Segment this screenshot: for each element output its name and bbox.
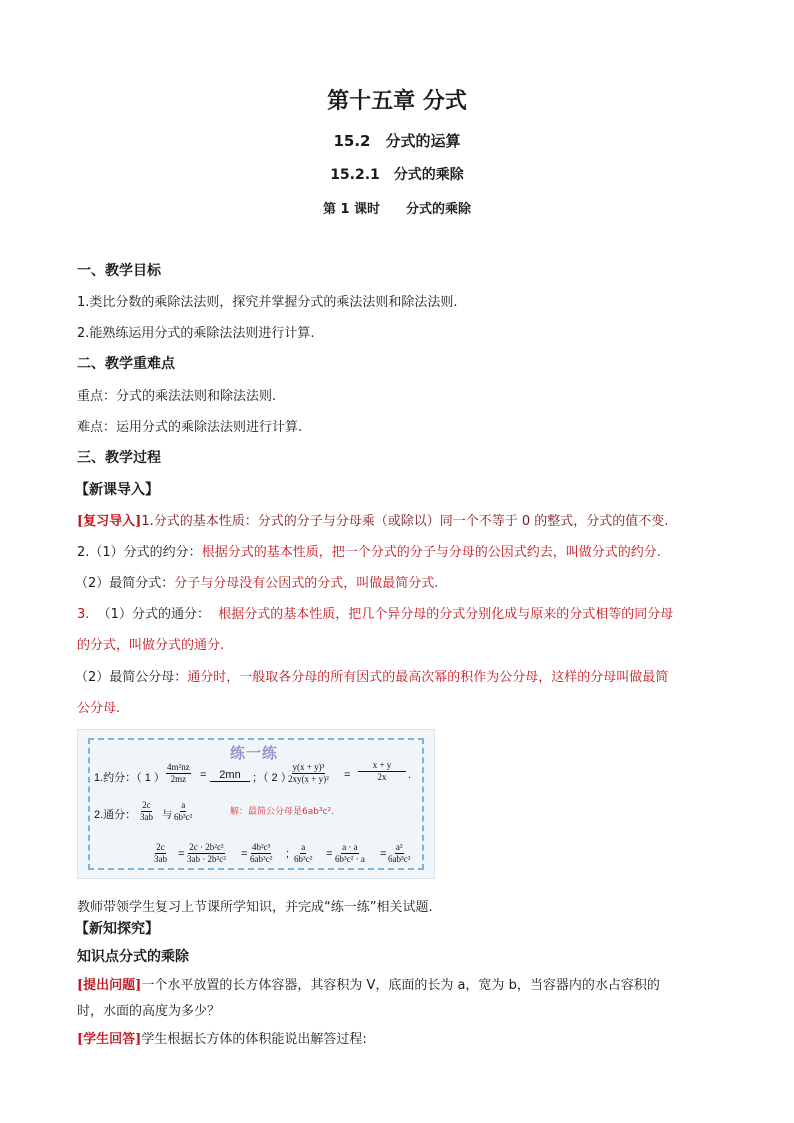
q1a-num: 4m²nz — [167, 762, 190, 772]
lesson-title: 第 1 课时 分式的乘除 — [322, 202, 472, 217]
q2-f2-den: 6b³c² — [174, 812, 193, 822]
q1b-den: 2xy(x + y)² — [288, 774, 329, 784]
process-heading: 三、教学过程 — [77, 450, 161, 466]
review-line-3b — [75, 666, 668, 685]
review-2b-prefix: （2）最简分式： — [75, 576, 175, 591]
objective-item: 1.类比分数的乘除法法则，探究并掌握分式的乘法法则和除法法则. — [77, 295, 458, 310]
question-text: 一个水平放置的长方体容器，其容积为 V，底面的长为 a，宽为 b，当容器内的水占容积的 — [141, 978, 660, 993]
period: . — [408, 769, 412, 781]
s2-fraction — [187, 842, 226, 865]
review-3b-text: 通分时，一般取各分母的所有因式的最高次幂的积作为公分母，这样的分母叫做最简 — [187, 670, 669, 685]
objectives-heading: 一、教学目标 — [77, 263, 161, 279]
s3-den: 6ab³c² — [250, 854, 273, 864]
review-3b-continue: 公分母. — [77, 701, 121, 716]
equals-sign: = — [380, 848, 387, 860]
subsection-title: 15.2.1 分式的乘除 — [330, 167, 464, 183]
s6-fraction — [388, 842, 410, 865]
review-3a-text: 根据分式的基本性质，把几个异分母的分式分别化成与原来的分式相等的同分母 — [218, 607, 674, 622]
q1b-label: ；（ 2 ） — [252, 772, 292, 784]
review-line-2b — [75, 572, 438, 591]
practice-title: 练一练 — [230, 744, 279, 762]
practice-border — [88, 738, 424, 870]
separator: ; — [286, 848, 290, 860]
s4-fraction — [294, 842, 312, 865]
q1-label: 1.约分：（ 1 ） — [94, 772, 165, 784]
s4-den: 6b³c² — [294, 854, 313, 864]
answer-text: 学生根据长方体的体积能说出解答过程: — [141, 1032, 367, 1047]
equals-sign: = — [200, 769, 207, 781]
q2-with: 与 — [162, 810, 172, 821]
practice-figure — [77, 729, 435, 879]
s3-num: 4b²c³ — [251, 842, 271, 852]
q1b-fraction — [288, 762, 329, 785]
section-title: 15.2 分式的运算 — [333, 132, 461, 150]
q2-f1 — [140, 800, 153, 823]
question-tag: [提出问题] — [77, 978, 142, 993]
objective-item: 2.能熟练运用分式的乘除法法则进行计算. — [77, 326, 315, 341]
q1b-ans-num: x + y — [372, 760, 392, 770]
s3-fraction — [250, 842, 272, 865]
equals-sign: = — [326, 848, 333, 860]
equals-sign: = — [344, 769, 351, 781]
s2-den: 3ab · 2b²c² — [187, 854, 226, 864]
q2-f1-den: 3ab — [140, 812, 153, 822]
review-tag: [复习导入] — [77, 514, 142, 529]
hint-text: 解：最简公分母是6ab³c². — [230, 807, 334, 817]
s2-num: 2c · 2b²c² — [189, 842, 224, 852]
review-3a-label: （1）分式的通分： — [97, 607, 210, 622]
question-line-2: 时，水面的高度为多少？ — [77, 1004, 221, 1019]
q1a-den: 2mz — [170, 774, 187, 784]
equals-sign: = — [241, 848, 248, 860]
review-line-2a — [77, 541, 661, 560]
answer-tag: [学生回答] — [77, 1032, 142, 1047]
s6-den: 6ab³c² — [388, 854, 411, 864]
s1-den: 3ab — [154, 854, 167, 864]
q1a-answer: 2mn — [210, 769, 250, 782]
review-2b-text: 分子与分母没有公因式的分式，叫做最简分式. — [174, 576, 439, 591]
q2-f1-num: 2c — [142, 800, 151, 810]
important-point: 重点：分式的乘法法则和除法法则. — [77, 389, 277, 404]
q1b-num: y(x + y)³ — [292, 762, 325, 772]
question-line-1 — [77, 974, 660, 993]
review-2a-text: 根据分式的基本性质，把一个分式的分子与分母的公因式约去，叫做分式的约分. — [201, 545, 661, 560]
explore-tag: 【新知探究】 — [75, 921, 159, 937]
s5-num: a · a — [342, 842, 358, 852]
q1b-answer — [358, 760, 406, 783]
q2-f2-num: a — [181, 800, 186, 810]
chapter-title: 第十五章 分式 — [327, 89, 467, 114]
s6-num: a² — [395, 842, 403, 852]
s1-fraction — [154, 842, 167, 865]
review-2a-prefix: 2.（1）分式的约分： — [77, 545, 202, 560]
review-3a-prefix: 3. — [77, 607, 90, 622]
knowledge-point: 知识点分式的乘除 — [77, 949, 189, 965]
difficult-point: 难点：运用分式的乘除法法则进行计算. — [77, 420, 303, 435]
teacher-note: 教师带领学生复习上节课所学知识，并完成“练一练”相关试题. — [77, 900, 433, 915]
keypoints-heading: 二、教学重难点 — [77, 356, 175, 372]
q1a-fraction — [166, 762, 191, 785]
q1b-ans-den: 2x — [358, 771, 406, 783]
review-text-1: 1.分式的基本性质：分式的分子与分母乘（或除以）同一个不等于 0 的整式，分式的值不变. — [141, 514, 669, 529]
equals-sign: = — [178, 848, 185, 860]
q2-f2 — [174, 800, 192, 823]
intro-tag: 【新课导入】 — [75, 482, 159, 498]
review-line-3a — [77, 603, 673, 622]
s1-num: 2c — [156, 842, 165, 852]
s5-den: 6b³c² · a — [335, 854, 365, 864]
answer-line — [77, 1028, 367, 1047]
q2-label: 2.通分： — [94, 809, 137, 821]
s4-num: a — [301, 842, 306, 852]
s5-fraction — [335, 842, 365, 865]
review-line-1 — [77, 510, 668, 529]
review-3b-prefix: （2）最简公分母： — [75, 670, 188, 685]
review-3a-continue: 的分式，叫做分式的通分. — [77, 638, 225, 653]
